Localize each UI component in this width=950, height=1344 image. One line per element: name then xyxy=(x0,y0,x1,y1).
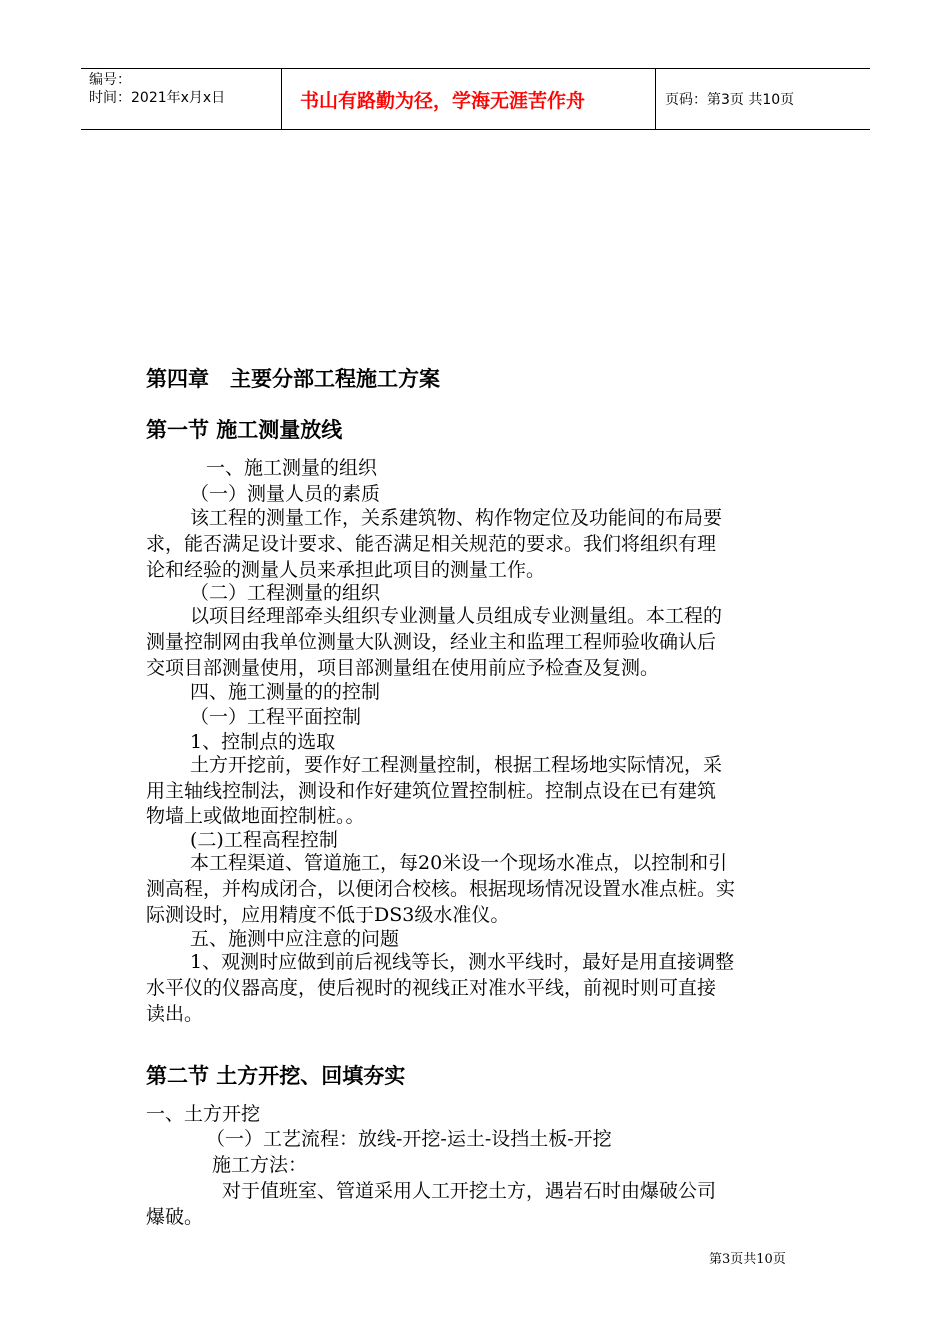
motto-text: 书山有路勤为径，学海无涯苦作舟 xyxy=(300,90,586,112)
s2-heading-1-1: （一）工艺流程：放线-开挖-运土-设挡土板-开挖 xyxy=(206,1128,612,1150)
header-page-cell xyxy=(655,69,870,129)
s1-paragraph-1-line-3: 论和经验的测量人员来承担此项目的测量工作。 xyxy=(146,559,546,581)
s1-heading-4-1: （一）工程平面控制 xyxy=(190,706,362,728)
s1-paragraph-4-line-3: 际测设时，应用精度不低于DS3级水准仪。 xyxy=(146,904,510,926)
s1-paragraph-5-line-3: 读出。 xyxy=(146,1003,204,1025)
page-header xyxy=(81,68,870,130)
s1-paragraph-3-line-3: 物墙上或做地面控制桩。。 xyxy=(146,805,365,827)
s1-paragraph-2-line-1: 以项目经理部牵头组织专业测量人员组成专业测量组。本工程的 xyxy=(190,605,723,627)
section2-title: 第二节 土方开挖、回填夯实 xyxy=(146,1064,406,1088)
time-label: 时间：2021年x月x日 xyxy=(89,90,226,106)
section1-title: 第一节 施工测量放线 xyxy=(146,418,343,442)
header-motto-cell xyxy=(281,69,656,129)
s1-heading-1-1: （一）测量人员的素质 xyxy=(190,483,381,505)
s2-method-label: 施工方法： xyxy=(212,1154,308,1176)
s2-paragraph-1-line-1: 对于值班室、管道采用人工开挖土方，遇岩石时由爆破公司 xyxy=(222,1180,717,1202)
s1-heading-1-2: （二）工程测量的组织 xyxy=(190,582,381,604)
number-label: 编号： xyxy=(89,72,131,88)
s1-heading-4: 四、施工测量的的控制 xyxy=(190,681,381,703)
s1-heading-5: 五、施测中应注意的问题 xyxy=(190,928,400,950)
s1-paragraph-2-line-2: 测量控制网由我单位测量大队测设，经业主和监理工程师验收确认后 xyxy=(146,631,717,653)
s1-paragraph-1-line-2: 求，能否满足设计要求、能否满足相关规范的要求。我们将组织有理 xyxy=(146,533,717,555)
s1-paragraph-5-line-2: 水平仪的仪器高度，使后视时的视线正对准水平线，前视时则可直接 xyxy=(146,977,717,999)
s1-paragraph-3-line-1: 土方开挖前，要作好工程测量控制，根据工程场地实际情况，采 xyxy=(190,754,723,776)
s1-paragraph-1-line-1: 该工程的测量工作，关系建筑物、构作物定位及功能间的布局要 xyxy=(190,507,723,529)
chapter-title: 第四章 主要分部工程施工方案 xyxy=(146,367,440,391)
header-meta-cell xyxy=(81,69,281,129)
s2-heading-1: 一、土方开挖 xyxy=(146,1103,261,1125)
s1-paragraph-4-line-1: 本工程渠道、管道施工，每20米设一个现场水准点，以控制和引 xyxy=(190,852,728,874)
s2-paragraph-1-line-2: 爆破。 xyxy=(146,1206,204,1228)
s1-heading-1: 一、施工测量的组织 xyxy=(206,457,378,479)
page-label: 页码：第3页 共10页 xyxy=(665,92,795,108)
s1-heading-4-1-1: 1、控制点的选取 xyxy=(190,731,336,753)
page-footer: 第3页共10页 xyxy=(709,1252,786,1267)
s1-paragraph-2-line-3: 交项目部测量使用，项目部测量组在使用前应予检查及复测。 xyxy=(146,657,660,679)
s1-paragraph-4-line-2: 测高程，并构成闭合，以便闭合校核。根据现场情况设置水准点桩。实 xyxy=(146,878,736,900)
s1-paragraph-3-line-2: 用主轴线控制法，测设和作好建筑位置控制桩。控制点设在已有建筑 xyxy=(146,780,717,802)
s1-heading-4-2: (二)工程高程控制 xyxy=(190,829,338,851)
s1-paragraph-5-line-1: 1、观测时应做到前后视线等长，测水平线时，最好是用直接调整 xyxy=(190,951,735,973)
